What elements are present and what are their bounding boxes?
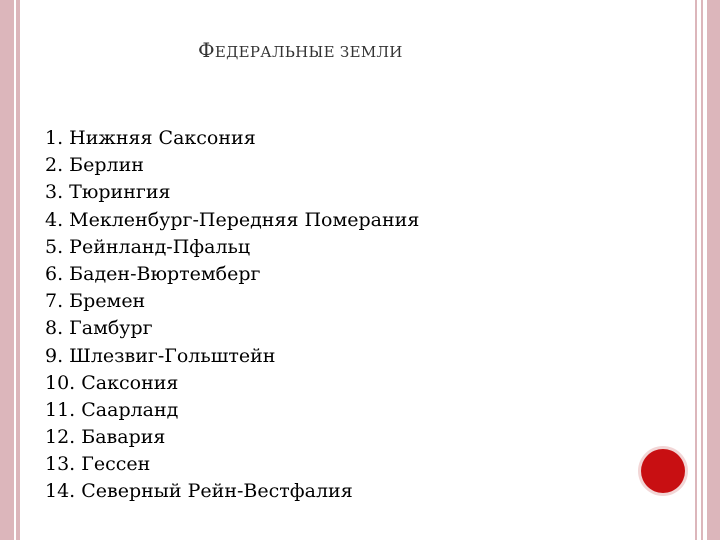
- slide-frame-right-line-2: [701, 0, 703, 540]
- slide-frame-left: [0, 0, 20, 540]
- slide-title-rest: ЕДЕРАЛЬНЫЕ ЗЕМЛИ: [214, 43, 403, 61]
- slide-title-initial: Ф: [198, 38, 215, 62]
- list-item: 12. Бавария: [45, 426, 166, 449]
- slide-title: [198, 38, 403, 62]
- slide-frame-right: [707, 0, 720, 540]
- list-item: 3. Тюрингия: [45, 181, 171, 204]
- list-item: 5. Рейнланд-Пфальц: [45, 235, 251, 258]
- federal-states-list: [45, 125, 419, 506]
- list-item: 11. Саарланд: [45, 398, 179, 421]
- list-item: 10. Саксония: [45, 371, 179, 394]
- red-circle-decoration: [641, 449, 685, 493]
- list-item: 8. Гамбург: [45, 317, 153, 340]
- list-item: 14. Северный Рейн-Вестфалия: [45, 480, 353, 503]
- list-item: 4. Мекленбург-Передняя Померания: [45, 208, 420, 231]
- list-item: 2. Берлин: [45, 154, 144, 177]
- list-item: 9. Шлезвиг-Гольштейн: [45, 344, 276, 367]
- list-item: 13. Гессен: [45, 453, 151, 476]
- slide-frame-right-line: [695, 0, 697, 540]
- slide-frame-left-stripe: [14, 0, 16, 540]
- list-item: 7. Бремен: [45, 290, 146, 313]
- list-item: 6. Баден-Вюртемберг: [45, 262, 261, 285]
- list-item: 1. Нижняя Саксония: [45, 127, 256, 149]
